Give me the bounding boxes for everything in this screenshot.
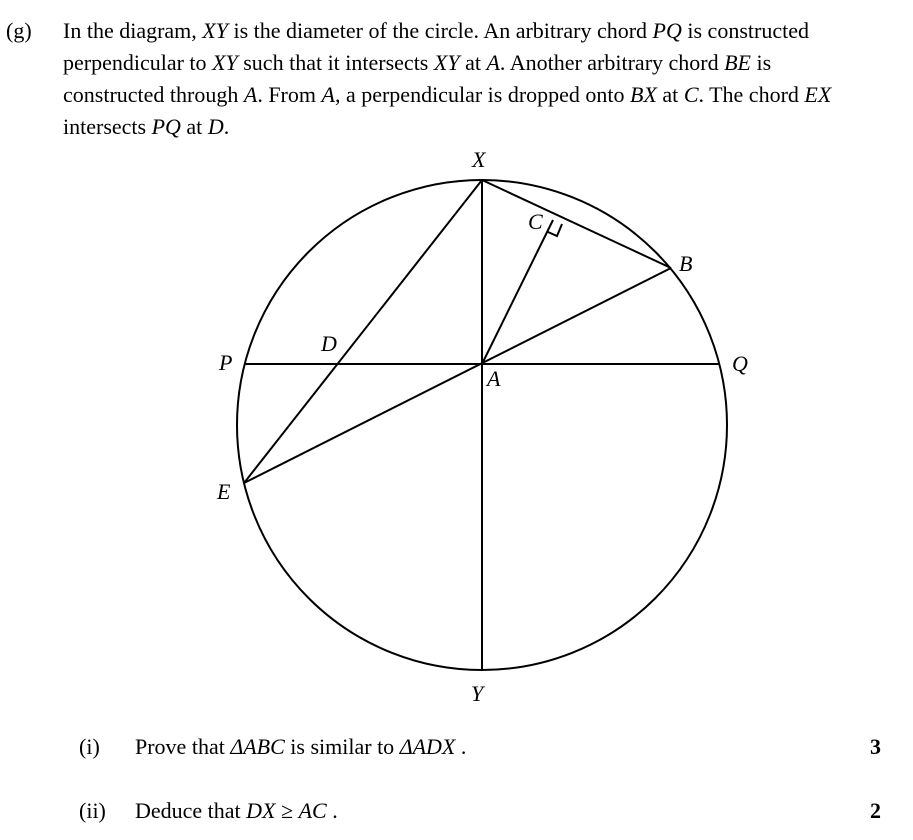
part-text: ≥ (275, 798, 299, 823)
label-x: X (472, 147, 486, 172)
intro-math: A (486, 50, 500, 75)
intro-math: XY (202, 18, 228, 43)
chord-ex (244, 180, 482, 483)
intro-text: . Another arbitrary chord (499, 50, 725, 75)
intro-text: , a perpendicular is dropped onto (334, 82, 631, 107)
part-text: Deduce that (135, 798, 247, 823)
chord-xb (482, 180, 671, 268)
intro-text: is constructed (681, 18, 809, 43)
intro-text: such that it intersects (237, 50, 434, 75)
part-text: . (455, 734, 467, 759)
intro-text: . From (257, 82, 322, 107)
part-math: ΔABC (230, 734, 285, 759)
intro-math: A (243, 82, 258, 107)
intro-text: constructed through (63, 82, 244, 107)
intro-text: . The chord (698, 82, 805, 107)
label-q: Q (732, 351, 748, 376)
label-a: A (487, 366, 501, 391)
part-math: ΔADX (399, 734, 456, 759)
intro-math: BE (724, 50, 751, 75)
part-math: DX (246, 798, 276, 823)
part-text: Prove that (135, 734, 231, 759)
question-label: (g) (6, 18, 32, 43)
marks-i: 3 (870, 734, 881, 759)
intro-math: PQ (151, 114, 181, 139)
intro-text: is (751, 50, 772, 75)
intro-math: A (321, 82, 335, 107)
intro-text: at (180, 114, 208, 139)
intro-math: XY (433, 50, 460, 75)
label-e: E (217, 479, 231, 504)
part-label: (ii) (79, 798, 106, 823)
intro-text: In the diagram, (63, 18, 203, 43)
intro-text: at (459, 50, 487, 75)
part-ii (79, 797, 338, 825)
intro-math: XY (212, 50, 238, 75)
marks-ii: 2 (870, 798, 881, 823)
part-i (79, 733, 466, 761)
part-label: (i) (79, 734, 100, 759)
label-p: P (219, 350, 233, 375)
intro-math: C (683, 82, 699, 107)
part-text: . (326, 798, 338, 823)
intro-text: at (656, 82, 684, 107)
intro-math: BX (630, 82, 657, 107)
part-text: is similar to (284, 734, 400, 759)
part-math: AC (298, 798, 327, 823)
intro-math: D (207, 114, 224, 139)
intro-text: . (223, 114, 230, 139)
intro-text: is the diameter of the circle. An arbitrary chord (227, 18, 653, 43)
label-y: Y (471, 681, 484, 706)
chord-be (244, 268, 671, 483)
perpendicular-ac (482, 220, 553, 364)
intro-text: perpendicular to (63, 50, 213, 75)
intro-text: intersects (63, 114, 152, 139)
intro-math: PQ (652, 18, 682, 43)
label-d: D (321, 331, 337, 356)
label-b: B (679, 251, 693, 276)
intro-math: EX (804, 82, 832, 107)
label-c: C (528, 209, 543, 234)
